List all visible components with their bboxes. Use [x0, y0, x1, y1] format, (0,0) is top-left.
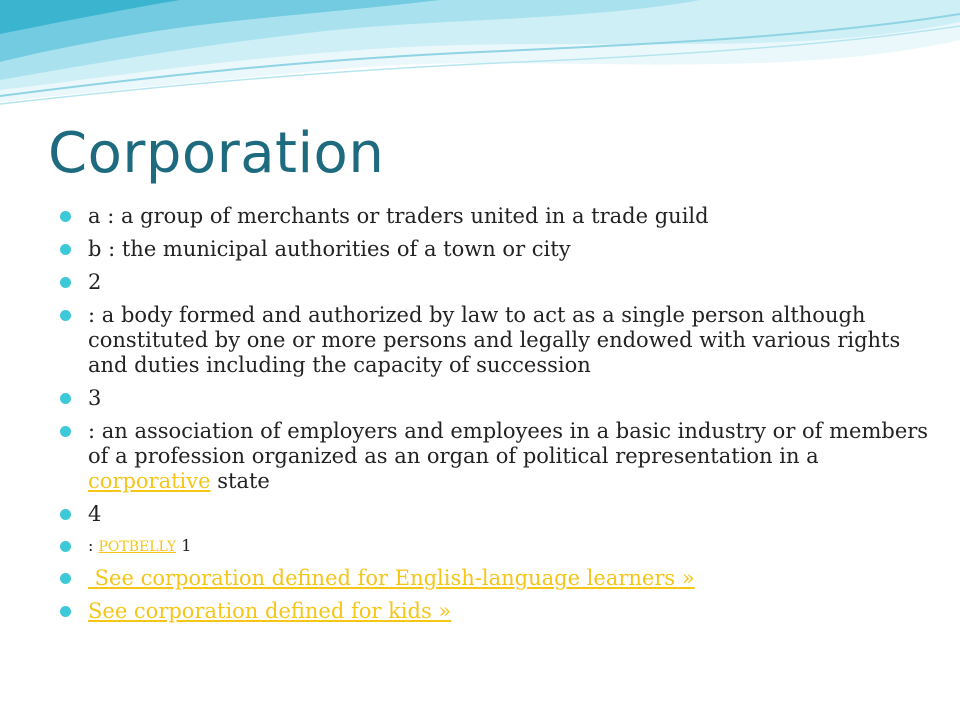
bullet-icon: [60, 541, 71, 552]
bullet-icon: [60, 573, 71, 584]
item-text: state: [210, 469, 270, 493]
definition-list: [60, 204, 930, 632]
list-item: [60, 599, 930, 624]
item-text: 3: [88, 386, 102, 410]
item-text: :: [88, 536, 99, 555]
bullet-icon: [60, 606, 71, 617]
item-text: a : a group of merchants or traders united in a trade guild: [88, 204, 709, 228]
list-item: [60, 419, 930, 494]
list-item: [60, 204, 930, 229]
item-text: : a body formed and authorized by law to act as a single person although constituted by one or more persons and legally endowed with various rights and duties including the capacity of succession: [88, 303, 901, 377]
bullet-icon: [60, 509, 71, 520]
slide-title: Corporation: [48, 121, 385, 186]
bullet-icon: [60, 211, 71, 222]
bullet-icon: [60, 426, 71, 437]
item-text: 4: [88, 502, 102, 526]
kids-definition-link[interactable]: See corporation defined for kids »: [88, 599, 452, 623]
bullet-icon: [60, 310, 71, 321]
list-item: [60, 303, 930, 378]
item-text: b : the municipal authorities of a town or city: [88, 237, 571, 261]
item-text: : an association of employers and employees in a basic industry or of members of a profession organized as an organ of political representation in a: [88, 419, 929, 468]
list-item: [60, 270, 930, 295]
list-item: [60, 566, 930, 591]
potbelly-link[interactable]: POTBELLY: [98, 539, 177, 555]
list-item: [60, 535, 930, 558]
bullet-icon: [60, 277, 71, 288]
header-wave-decoration: [0, 0, 960, 120]
corporative-link[interactable]: corporative: [88, 469, 211, 493]
list-item: [60, 386, 930, 411]
bullet-icon: [60, 393, 71, 404]
learners-definition-link[interactable]: See corporation defined for English-language learners »: [88, 566, 695, 590]
item-text: 2: [88, 270, 102, 294]
item-text: 1: [176, 536, 192, 555]
list-item: [60, 237, 930, 262]
list-item: [60, 502, 930, 527]
bullet-icon: [60, 244, 71, 255]
